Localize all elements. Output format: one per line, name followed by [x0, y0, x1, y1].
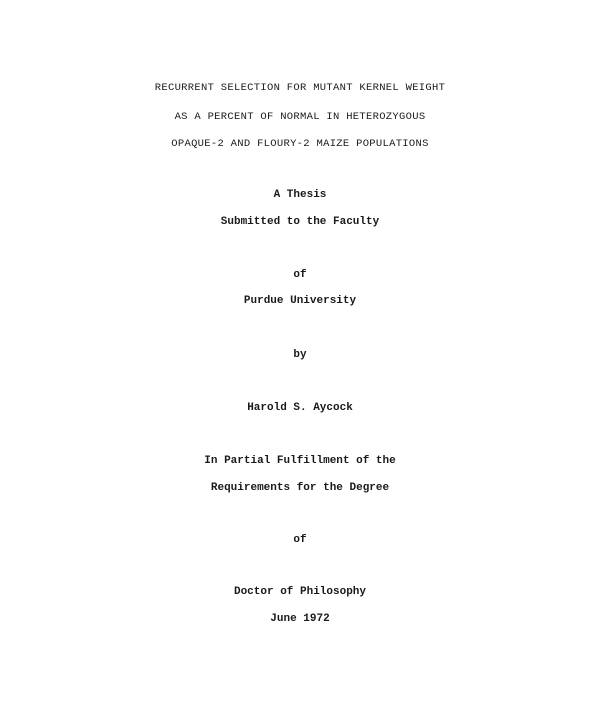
thesis-label: A Thesis: [273, 189, 327, 201]
university-name: Purdue University: [243, 295, 357, 307]
submitted-to: Submitted to the Faculty: [220, 216, 380, 228]
title-line-3: OPAQUE-2 AND FLOURY-2 MAIZE POPULATIONS: [171, 138, 429, 150]
author-name: Harold S. Aycock: [247, 402, 353, 414]
title-line-2: AS A PERCENT OF NORMAL IN HETEROZYGOUS: [174, 111, 426, 123]
by-line: by: [293, 349, 307, 361]
title-line-1: RECURRENT SELECTION FOR MUTANT KERNEL WEIGHT: [154, 82, 446, 94]
degree-name: Doctor of Philosophy: [233, 586, 367, 598]
thesis-date: June 1972: [270, 613, 330, 625]
of-line-1: of: [293, 269, 307, 281]
requirements-line: Requirements for the Degree: [210, 482, 390, 494]
fulfillment-line: In Partial Fulfillment of the: [204, 455, 396, 467]
of-line-2: of: [293, 534, 307, 546]
